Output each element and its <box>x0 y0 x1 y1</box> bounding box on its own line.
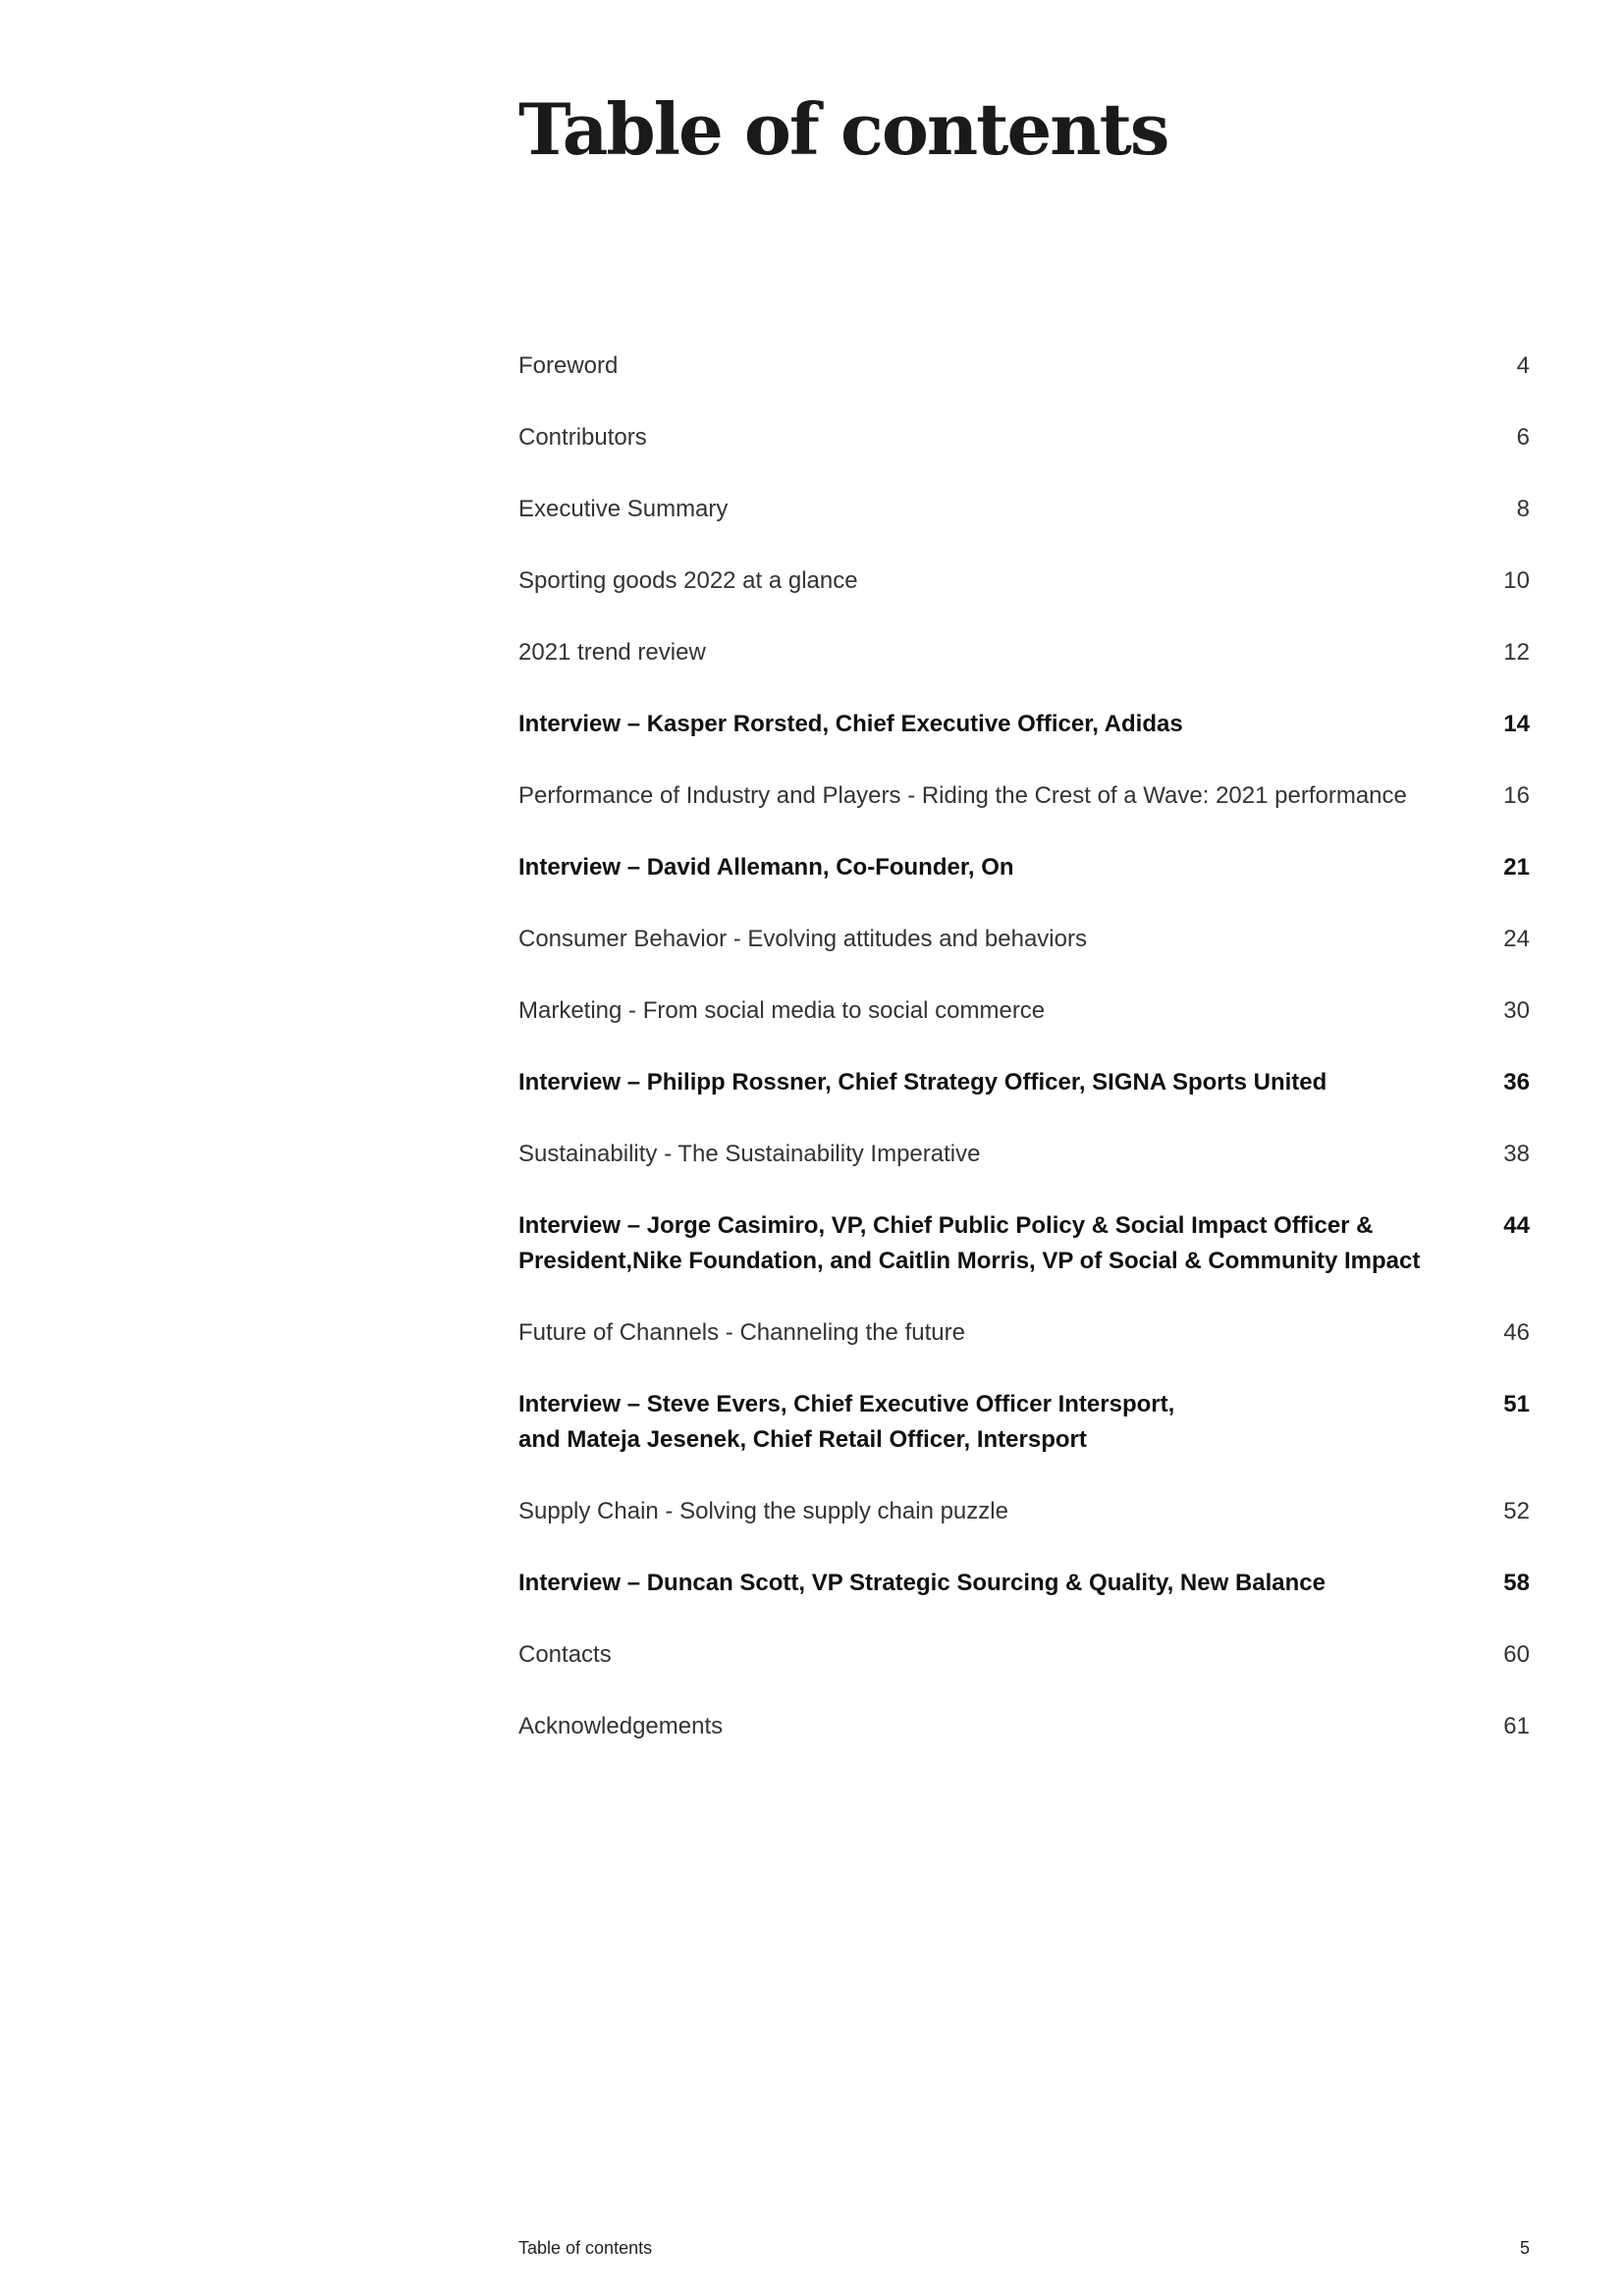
toc-entry[interactable] <box>518 1709 1530 1744</box>
toc-entry-page: 24 <box>1503 926 1530 952</box>
toc-entry-title: Interview – Kasper Rorsted, Chief Executive Officer, Adidas <box>518 711 1183 737</box>
toc-entry-page: 30 <box>1503 997 1530 1024</box>
toc-entry-title: Performance of Industry and Players - Riding the Crest of a Wave: 2021 performance <box>518 782 1407 809</box>
toc-entry-page: 61 <box>1503 1713 1530 1739</box>
toc-entry-title: Interview – Jorge Casimiro, VP, Chief Public Policy & Social Impact Officer & President,Nike Foundation, and Caitlin Morris, VP of Social & Community Impact <box>518 1212 1421 1274</box>
toc-entry-page: 60 <box>1503 1641 1530 1668</box>
toc-entry-page: 44 <box>1503 1212 1530 1239</box>
toc-entry[interactable] <box>518 348 1530 384</box>
toc-entry-title: Marketing - From social media to social commerce <box>518 997 1046 1024</box>
toc-entry-page: 21 <box>1503 854 1530 881</box>
toc-entry[interactable] <box>518 1637 1530 1673</box>
page-footer <box>518 2238 1530 2259</box>
toc-entry-page: 36 <box>1503 1069 1530 1095</box>
toc-entry-title: Sporting goods 2022 at a glance <box>518 567 858 594</box>
toc-entry[interactable] <box>518 492 1530 527</box>
toc-entry-page: 46 <box>1503 1319 1530 1346</box>
toc-entry-title: Interview – Duncan Scott, VP Strategic Sourcing & Quality, New Balance <box>518 1570 1326 1596</box>
toc-entry-title: Interview – Steve Evers, Chief Executive Officer Intersport, and Mateja Jesenek, Chief Retail Officer, Intersport <box>518 1391 1175 1453</box>
toc-entry[interactable] <box>518 1208 1530 1279</box>
toc-entry-page: 38 <box>1503 1141 1530 1167</box>
toc-entry-page: 16 <box>1503 782 1530 809</box>
toc-entry[interactable] <box>518 1566 1530 1601</box>
toc-entry-title: Sustainability - The Sustainability Imperative <box>518 1141 981 1167</box>
toc-entry[interactable] <box>518 1387 1530 1458</box>
toc-entry-title: Foreword <box>518 352 619 379</box>
toc-entry-page: 52 <box>1503 1498 1530 1524</box>
toc-entry-title: Consumer Behavior - Evolving attitudes and behaviors <box>518 926 1087 952</box>
toc-entry-title: 2021 trend review <box>518 639 706 666</box>
page-title: Table of contents <box>518 87 1168 171</box>
toc-entry-title: Future of Channels - Channeling the future <box>518 1319 965 1346</box>
footer-page-number: 5 <box>1519 2238 1530 2258</box>
toc-entry-page: 14 <box>1503 711 1530 737</box>
toc-entry-page: 10 <box>1503 567 1530 594</box>
toc-entry[interactable] <box>518 922 1530 957</box>
toc-entry-title: Acknowledgements <box>518 1713 724 1739</box>
toc-entry[interactable] <box>518 850 1530 885</box>
toc-entry[interactable] <box>518 993 1530 1029</box>
toc-entry-title: Interview – David Allemann, Co-Founder, On <box>518 854 1014 881</box>
toc-entry[interactable] <box>518 1315 1530 1351</box>
toc-entry-page: 12 <box>1503 639 1530 666</box>
toc-entry[interactable] <box>518 778 1530 814</box>
toc-entry-page: 4 <box>1516 352 1530 379</box>
toc-entry-page: 58 <box>1503 1570 1530 1596</box>
toc-entry-page: 8 <box>1516 496 1530 522</box>
toc-entry-page: 51 <box>1503 1391 1530 1417</box>
toc-entry[interactable] <box>518 1065 1530 1100</box>
toc-entry[interactable] <box>518 420 1530 455</box>
toc-entry[interactable] <box>518 707 1530 742</box>
toc-entry-title: Interview – Philipp Rossner, Chief Strategy Officer, SIGNA Sports United <box>518 1069 1327 1095</box>
toc-entry-title: Supply Chain - Solving the supply chain puzzle <box>518 1498 1008 1524</box>
toc-entry[interactable] <box>518 1494 1530 1529</box>
footer-section-label: Table of contents <box>518 2238 653 2258</box>
toc-entry[interactable] <box>518 563 1530 599</box>
toc-entry[interactable] <box>518 1137 1530 1172</box>
toc-entry-title: Executive Summary <box>518 496 729 522</box>
toc-entry-page: 6 <box>1516 424 1530 451</box>
toc-entry-title: Contacts <box>518 1641 612 1668</box>
toc-entry[interactable] <box>518 635 1530 670</box>
toc-entry-title: Contributors <box>518 424 647 451</box>
